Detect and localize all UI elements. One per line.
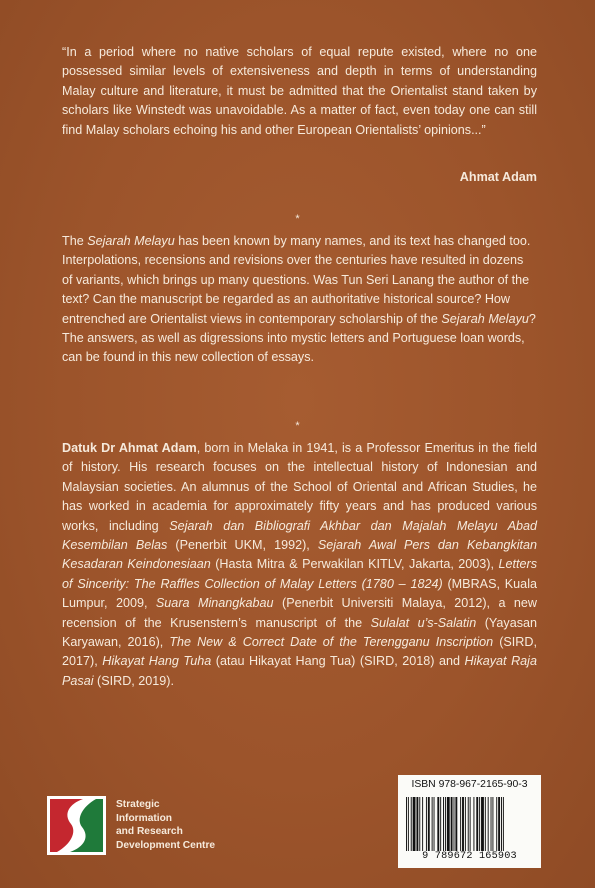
- barcode-bar: [491, 797, 492, 851]
- isbn-label: ISBN 978-967-2165-90-3: [411, 779, 528, 790]
- barcode-bar: [476, 797, 478, 851]
- barcode-bar: [468, 797, 469, 851]
- work-title: Suara Minangkabau: [155, 596, 274, 611]
- barcode-icon: [404, 797, 535, 851]
- description-text: The: [62, 234, 88, 248]
- sird-logo-icon: [47, 796, 106, 855]
- bio-text: (Yayasan Karyawan, 2016),: [62, 615, 538, 650]
- barcode-bar: [492, 797, 493, 851]
- barcode-digits: 9 789672 165903: [422, 851, 517, 862]
- description-paragraph: [62, 232, 537, 368]
- barcode-bar: [479, 797, 480, 851]
- barcode-bar: [411, 797, 412, 851]
- barcode-bar: [426, 797, 427, 851]
- bio-text: (Penerbit UKM, 1992),: [167, 538, 318, 553]
- work-title: Letters of Sincerity: The Raffles Collection of Malay Letters (1780 – 1824): [62, 557, 537, 591]
- publisher-name-line: Strategic: [116, 799, 160, 810]
- publisher-name-line: Information: [116, 812, 173, 824]
- barcode-bar: [470, 797, 471, 851]
- bio-text: (MBRAS, Kuala Lumpur, 2009,: [62, 576, 537, 611]
- barcode-bar: [432, 797, 433, 851]
- barcode-bar: [485, 797, 486, 851]
- author-bio-paragraph: [62, 439, 537, 691]
- barcode-bar: [413, 797, 416, 851]
- barcode-bar: [419, 797, 420, 851]
- barcode-bar: [488, 797, 489, 851]
- barcode-bar: [408, 797, 409, 851]
- quote-text: “In a period where no native scholars of equal repute existed, where no one possessed similar levels of extensiveness and depth in terms of understanding Malay culture and literature, it must be admitted that the Orientalist stand taken by scholars like Winstedt was unavoidable. As a matter of fact, even today one can still find Malay scholars echoing his and other European Orientalists’ opinions...”: [62, 45, 537, 137]
- publisher-name-line: and Research: [116, 826, 183, 838]
- barcode-bar: [451, 797, 453, 851]
- bio-text: (Hasta Mitra & Perwakilan KITLV, Jakarta, 2003),: [210, 557, 499, 572]
- description-text: has been known by many names, and its text has changed too. Interpolations, recensions and revisions over the centuries have resulted in dozens of variants, which brings up many questions. Was Tun Seri Lanang the author of the text? Can the manuscript be regarded as an authoritative historical source? How entrenched are Orientalist views in contemporary scholarship of the: [62, 234, 531, 326]
- book-title-italic: Sejarah Melayu: [87, 234, 175, 248]
- work-title: Hikayat Raja Pasai: [62, 654, 537, 688]
- work-title: Sejarah dan Bibliografi Akhbar dan Majalah Melayu Abad Kesembilan Belas: [62, 518, 537, 553]
- barcode-bar: [503, 797, 504, 851]
- separator-star: *: [295, 420, 300, 432]
- separator-star: *: [295, 213, 300, 225]
- barcode-bar: [443, 797, 444, 851]
- barcode-bar: [422, 797, 423, 851]
- barcode-bar: [428, 797, 430, 851]
- barcode-bar: [406, 797, 407, 851]
- barcode-bar: [454, 797, 455, 851]
- work-title: Sulalat u’s-Salatin: [370, 615, 477, 630]
- bio-text: (Penerbit Universiti Malaya, 2012), a new recension of the Krusenstern’s manuscript of the: [62, 596, 537, 630]
- barcode-bar: [440, 797, 441, 851]
- bio-text: (SIRD, 2019).: [93, 673, 175, 688]
- quote-author: Ahmat Adam: [459, 170, 537, 184]
- bio-text: (atau Hikayat Hang Tua) (SIRD, 2018) and: [211, 654, 465, 669]
- book-title-italic: Sejarah Melayu: [441, 311, 529, 326]
- barcode-bar: [447, 797, 450, 851]
- bio-text: , born in Melaka in 1941, is a Professor Emeritus in the field of history. His research focuses on the intellectual history of Indonesian and Malaysian societies. An alumnus of the School of Oriental and African Studies, he has worked in academia for approximately fifty years and has produced various works, including: [62, 441, 537, 533]
- barcode-bar: [498, 797, 500, 851]
- description-text: ? The answers, as well as digressions into mystic letters and Portuguese loan words, can be found in this new collection of essays.: [62, 311, 536, 365]
- barcode-bar: [465, 797, 466, 851]
- publisher-name: [116, 798, 215, 852]
- barcode-bar: [462, 797, 464, 851]
- publisher-name-line: Development Centre: [116, 839, 216, 851]
- isbn-barcode-box: [398, 775, 541, 868]
- barcode-bar: [416, 797, 418, 851]
- barcode-bar: [437, 797, 439, 851]
- barcode-bar: [434, 797, 435, 851]
- work-title: Hikayat Hang Tuha: [102, 654, 212, 669]
- author-name: Datuk Dr Ahmat Adam: [62, 441, 197, 455]
- work-title: Sejarah Awal Pers dan Kebangkitan Kesadaran Keindonesiaan: [62, 538, 537, 572]
- barcode-bar: [501, 797, 502, 851]
- barcode-bar: [473, 797, 474, 851]
- barcode-bar: [481, 797, 484, 851]
- barcode-bar: [496, 797, 497, 851]
- publisher-logo: [47, 796, 106, 855]
- quote-paragraph: [62, 43, 537, 140]
- work-title: The New & Correct Date of the Terengganu Inscription: [169, 635, 494, 650]
- bio-text: (SIRD, 2017),: [62, 635, 537, 669]
- barcode-bar: [445, 797, 446, 851]
- barcode-bar: [455, 797, 457, 851]
- barcode-bar: [460, 797, 461, 851]
